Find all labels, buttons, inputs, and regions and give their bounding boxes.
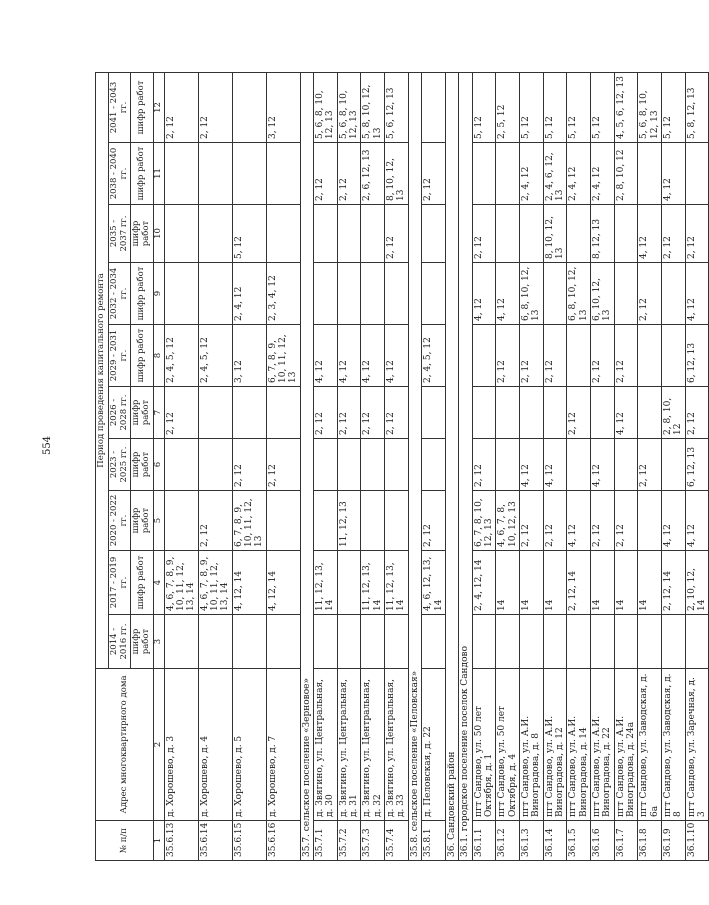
- work-codes-cell: [164, 491, 198, 551]
- row-number: 36.1.8: [638, 821, 662, 861]
- work-codes-cell: [590, 387, 614, 439]
- work-codes-cell: [519, 205, 543, 263]
- work-codes-cell: [337, 551, 361, 615]
- work-codes-cell: 2, 4, 5, 12: [198, 325, 232, 387]
- work-codes-cell: 4, 12: [685, 491, 709, 551]
- column-number: 6: [153, 439, 164, 491]
- work-codes-cell: 4, 6, 7, 8, 9, 10, 11, 12, 13, 14: [164, 551, 198, 615]
- work-codes-cell: 2, 6, 12, 13: [361, 143, 385, 205]
- row-number: 35.6.15: [232, 821, 266, 861]
- work-codes-cell: 2, 12: [385, 205, 409, 263]
- header-period: 2038 - 2040 гг.: [108, 143, 131, 205]
- work-codes-cell: [543, 615, 567, 669]
- header-sub-label: шифр работ: [131, 325, 154, 387]
- work-codes-cell: [164, 263, 198, 325]
- work-codes-cell: 2, 5, 12: [496, 72, 520, 142]
- row-address: пгт Сандово, ул. А.И. Виноградова, д. 8: [519, 669, 543, 821]
- work-codes-cell: 2, 12: [361, 387, 385, 439]
- work-codes-cell: 2, 12: [385, 387, 409, 439]
- work-codes-cell: [266, 387, 300, 439]
- work-codes-cell: 4, 6, 7, 8, 10, 12, 13: [496, 491, 520, 551]
- work-codes-cell: [164, 615, 198, 669]
- work-codes-cell: 2, 12: [472, 439, 496, 491]
- table-row: [361, 72, 385, 860]
- work-codes-cell: 2, 4, 5, 12: [422, 325, 446, 387]
- work-codes-cell: 2, 12: [543, 325, 567, 387]
- section-row: [445, 72, 458, 860]
- work-codes-cell: 4, 12: [590, 439, 614, 491]
- work-codes-cell: 2, 8, 10, 12: [662, 387, 686, 439]
- work-codes-cell: [422, 205, 446, 263]
- work-codes-cell: [385, 439, 409, 491]
- row-number: 36.1.6: [590, 821, 614, 861]
- work-codes-cell: 3, 12: [232, 325, 266, 387]
- row-address: д. Звягино, ул. Центральная, д. 31: [337, 669, 361, 821]
- header-row-column-numbers: [153, 72, 164, 860]
- header-period-group: Период проведения капитального ремонта: [96, 72, 109, 668]
- work-codes-cell: 4, 12: [614, 387, 638, 439]
- column-number: 4: [153, 551, 164, 615]
- work-codes-cell: [164, 205, 198, 263]
- work-codes-cell: 2, 12: [614, 491, 638, 551]
- section-row: [459, 72, 472, 860]
- work-codes-cell: [232, 72, 266, 142]
- work-codes-cell: [266, 615, 300, 669]
- work-codes-cell: 4, 12: [496, 263, 520, 325]
- work-codes-cell: [543, 387, 567, 439]
- work-codes-cell: [422, 615, 446, 669]
- row-address: д. Звягино, ул. Центральная, д. 32: [361, 669, 385, 821]
- row-address: д. Хорошево, д. 4: [198, 669, 232, 821]
- work-codes-cell: [314, 205, 338, 263]
- work-codes-cell: [314, 615, 338, 669]
- work-codes-cell: [519, 615, 543, 669]
- work-codes-cell: [266, 143, 300, 205]
- work-codes-cell: 5, 8, 10, 12, 13: [361, 72, 385, 142]
- section-title: 36.1. городское поселение поселок Сандово: [459, 72, 472, 860]
- work-codes-cell: [422, 439, 446, 491]
- work-codes-cell: 2, 12: [266, 439, 300, 491]
- work-codes-cell: 2, 12: [567, 387, 591, 439]
- rotated-table-container: [95, 73, 708, 861]
- work-codes-cell: 6, 7, 8, 9, 10, 11, 12, 13: [266, 325, 300, 387]
- row-number: 36.1.4: [543, 821, 567, 861]
- row-address: д. Хорошево, д. 7: [266, 669, 300, 821]
- column-number: 1: [153, 821, 164, 861]
- header-sub-label: шифр работ: [131, 439, 154, 491]
- work-codes-cell: [614, 439, 638, 491]
- work-codes-cell: 2, 4, 12, 14: [472, 551, 496, 615]
- table-body: [164, 72, 709, 860]
- header-period: 2020 - 2022 гг.: [108, 491, 131, 551]
- work-codes-cell: [567, 615, 591, 669]
- table-row: [337, 72, 361, 860]
- work-codes-cell: 2, 12: [314, 387, 338, 439]
- table-row: [590, 72, 614, 860]
- work-codes-cell: 4, 12: [385, 325, 409, 387]
- header-sub-label: шифр работ: [131, 205, 154, 263]
- work-codes-cell: [614, 263, 638, 325]
- work-codes-cell: [614, 205, 638, 263]
- work-codes-cell: 2, 12: [472, 205, 496, 263]
- work-codes-cell: 4, 12: [519, 439, 543, 491]
- work-codes-cell: 14: [638, 551, 662, 615]
- work-codes-cell: 2, 8, 10, 12: [614, 143, 638, 205]
- work-codes-cell: [314, 439, 338, 491]
- work-codes-cell: [337, 263, 361, 325]
- work-codes-cell: [337, 205, 361, 263]
- work-codes-cell: [496, 439, 520, 491]
- work-codes-cell: [472, 325, 496, 387]
- work-codes-cell: 5, 12: [519, 72, 543, 142]
- row-address: пгт Сандово, ул. Заречная, д. 3: [685, 669, 709, 821]
- work-codes-cell: 8, 10, 12, 13: [385, 143, 409, 205]
- work-codes-cell: [567, 325, 591, 387]
- work-codes-cell: [685, 615, 709, 669]
- work-codes-cell: [361, 439, 385, 491]
- work-codes-cell: 2, 4, 12: [519, 143, 543, 205]
- work-codes-cell: 3, 12: [266, 72, 300, 142]
- column-number: 2: [153, 669, 164, 821]
- work-codes-cell: [232, 615, 266, 669]
- work-codes-cell: 11, 12, 13, 14: [314, 551, 338, 615]
- work-codes-cell: [496, 615, 520, 669]
- work-codes-cell: 6, 7, 8, 9, 10, 11, 12, 13: [232, 491, 266, 551]
- header-sub-label: шифр работ: [131, 387, 154, 439]
- work-codes-cell: [266, 205, 300, 263]
- work-codes-cell: 4, 12: [685, 263, 709, 325]
- section-title: 35.8. сельское поселение «Пеловская»: [408, 72, 421, 860]
- work-codes-cell: 8, 10, 12, 13: [543, 205, 567, 263]
- work-codes-cell: 4, 12, 14: [232, 551, 266, 615]
- work-codes-cell: 14: [614, 551, 638, 615]
- work-codes-cell: [198, 143, 232, 205]
- header-sub-label: шифр работ: [131, 263, 154, 325]
- work-codes-cell: [198, 615, 232, 669]
- row-address: д. Хорошево, д. 3: [164, 669, 198, 821]
- table-row: [662, 72, 686, 860]
- work-codes-cell: 5, 6, 8, 10, 12, 13: [638, 72, 662, 142]
- work-codes-cell: 2, 12: [337, 387, 361, 439]
- work-codes-cell: [496, 143, 520, 205]
- work-codes-cell: [337, 615, 361, 669]
- work-codes-cell: 14: [590, 551, 614, 615]
- work-codes-cell: 6, 8, 10, 12, 13: [567, 263, 591, 325]
- work-codes-cell: 2, 12: [614, 325, 638, 387]
- row-number: 35.7.1: [314, 821, 338, 861]
- work-codes-cell: [198, 439, 232, 491]
- section-row: [408, 72, 421, 860]
- work-codes-cell: 2, 12: [164, 72, 198, 142]
- work-codes-cell: 2, 12: [496, 325, 520, 387]
- work-codes-cell: [472, 143, 496, 205]
- header-period: 2035 - 2037 гг.: [108, 205, 131, 263]
- table-row: [472, 72, 496, 860]
- row-number: 35.7.4: [385, 821, 409, 861]
- work-codes-cell: 2, 12: [314, 143, 338, 205]
- work-codes-cell: [496, 387, 520, 439]
- row-address: д. Звягино, ул. Центральная, д. 33: [385, 669, 409, 821]
- work-codes-cell: [385, 491, 409, 551]
- work-codes-cell: 5, 6, 12, 13: [385, 72, 409, 142]
- row-number: 35.8.1: [422, 821, 446, 861]
- work-codes-cell: [638, 491, 662, 551]
- work-codes-cell: 2, 12: [590, 325, 614, 387]
- page-number: 554: [42, 435, 54, 456]
- table-row: [422, 72, 446, 860]
- header-address: Адрес многоквартирного дома: [96, 669, 154, 821]
- work-codes-cell: [662, 439, 686, 491]
- work-codes-cell: 4, 6, 12, 13, 14: [422, 551, 446, 615]
- column-number: 3: [153, 615, 164, 669]
- row-address: д. Звягино, ул. Центральная, д. 30: [314, 669, 338, 821]
- work-codes-cell: [198, 387, 232, 439]
- work-codes-cell: 2, 4, 12: [567, 143, 591, 205]
- work-codes-cell: 2, 12: [685, 205, 709, 263]
- header-period: 2023 - 2025 гг.: [108, 439, 131, 491]
- table-row: [198, 72, 232, 860]
- row-number: 35.7.3: [361, 821, 385, 861]
- row-address: пгт Сандово, ул. 50 лет Октября, д. 4: [496, 669, 520, 821]
- header-period: 2017 - 2019 гг.: [108, 551, 131, 615]
- header-period: 2029 - 2031 гг.: [108, 325, 131, 387]
- work-codes-cell: 2, 12: [590, 491, 614, 551]
- work-codes-cell: [361, 263, 385, 325]
- work-codes-cell: [519, 387, 543, 439]
- work-codes-cell: 4, 12: [567, 491, 591, 551]
- row-address: пгт Сандово, ул. А.И. Виноградова, д. 24а: [614, 669, 638, 821]
- work-codes-cell: 2, 12: [519, 325, 543, 387]
- row-address: пгт Сандово, ул. А.И. Виноградова, д. 22: [590, 669, 614, 821]
- capital-repair-schedule-table: [95, 72, 709, 861]
- work-codes-cell: 2, 12: [422, 491, 446, 551]
- work-codes-cell: [638, 387, 662, 439]
- work-codes-cell: [232, 387, 266, 439]
- header-num: № п/п: [96, 821, 154, 861]
- work-codes-cell: 2, 3, 4, 12: [266, 263, 300, 325]
- work-codes-cell: [614, 615, 638, 669]
- work-codes-cell: [361, 615, 385, 669]
- column-number: 7: [153, 387, 164, 439]
- work-codes-cell: 2, 12: [164, 387, 198, 439]
- section-title: 36. Сандовский район: [445, 72, 458, 860]
- work-codes-cell: 2, 12: [543, 491, 567, 551]
- work-codes-cell: [422, 72, 446, 142]
- header-sub-label: шифр работ: [131, 72, 154, 142]
- column-number: 12: [153, 72, 164, 142]
- work-codes-cell: 2, 12: [198, 72, 232, 142]
- work-codes-cell: 4, 12: [472, 263, 496, 325]
- table-row: [519, 72, 543, 860]
- header-period: 2032 - 2034 гг.: [108, 263, 131, 325]
- work-codes-cell: 5, 12: [232, 205, 266, 263]
- table-row: [638, 72, 662, 860]
- work-codes-cell: 4, 12: [662, 143, 686, 205]
- work-codes-cell: 5, 8, 12, 13: [685, 72, 709, 142]
- header-sub-label: шифр работ: [131, 615, 154, 669]
- work-codes-cell: 2, 12: [422, 143, 446, 205]
- work-codes-cell: 2, 12: [662, 205, 686, 263]
- row-number: 36.1.5: [567, 821, 591, 861]
- work-codes-cell: [685, 143, 709, 205]
- table-row: [614, 72, 638, 860]
- work-codes-cell: 5, 6, 8, 10, 12, 13: [314, 72, 338, 142]
- header-period: 2041 - 2043 гг.: [108, 72, 131, 142]
- table-row: [164, 72, 198, 860]
- work-codes-cell: [662, 325, 686, 387]
- header-sub-label: шифр работ: [131, 143, 154, 205]
- work-codes-cell: 11, 12, 13, 14: [361, 551, 385, 615]
- row-number: 36.1.3: [519, 821, 543, 861]
- header-sub-label: шифр работ: [131, 551, 154, 615]
- work-codes-cell: [567, 205, 591, 263]
- work-codes-cell: 2, 4, 6, 12, 13: [543, 143, 567, 205]
- work-codes-cell: [662, 615, 686, 669]
- work-codes-cell: 6, 12, 13: [685, 325, 709, 387]
- work-codes-cell: 4, 12: [638, 205, 662, 263]
- table-row: [496, 72, 520, 860]
- work-codes-cell: [590, 615, 614, 669]
- section-title: 35.7. сельское поселение «Зерновое»: [300, 72, 313, 860]
- work-codes-cell: 4, 12, 14: [266, 551, 300, 615]
- row-address: д. Пеловская, д. 22: [422, 669, 446, 821]
- column-number: 11: [153, 143, 164, 205]
- header-period: 2014 - 2016 гг.: [108, 615, 131, 669]
- work-codes-cell: 2, 4, 12: [232, 263, 266, 325]
- work-codes-cell: [422, 387, 446, 439]
- work-codes-cell: 6, 12, 13: [685, 439, 709, 491]
- work-codes-cell: 2, 12: [232, 439, 266, 491]
- table-header: [96, 72, 165, 860]
- table-row: [567, 72, 591, 860]
- work-codes-cell: 2, 12: [638, 439, 662, 491]
- work-codes-cell: 2, 12: [198, 491, 232, 551]
- row-number: 35.6.13: [164, 821, 198, 861]
- work-codes-cell: [198, 205, 232, 263]
- work-codes-cell: 6, 8, 10, 12, 13: [519, 263, 543, 325]
- work-codes-cell: [198, 263, 232, 325]
- work-codes-cell: 5, 6, 8, 10, 12, 13: [337, 72, 361, 142]
- work-codes-cell: 4, 5, 6, 12, 13: [614, 72, 638, 142]
- work-codes-cell: 11, 12, 13: [337, 491, 361, 551]
- work-codes-cell: [232, 143, 266, 205]
- work-codes-cell: 2, 12: [519, 491, 543, 551]
- table-viewport: [95, 73, 708, 861]
- work-codes-cell: [496, 205, 520, 263]
- table-row: [266, 72, 300, 860]
- work-codes-cell: [266, 491, 300, 551]
- work-codes-cell: 2, 12, 14: [567, 551, 591, 615]
- column-number: 9: [153, 263, 164, 325]
- work-codes-cell: [567, 439, 591, 491]
- row-address: пгт Сандово, ул. Заводская, д. 6а: [638, 669, 662, 821]
- row-number: 36.1.10: [685, 821, 709, 861]
- work-codes-cell: 5, 12: [543, 72, 567, 142]
- work-codes-cell: 5, 12: [567, 72, 591, 142]
- row-address: пгт Сандово, ул. Заводская, д. 8: [662, 669, 686, 821]
- row-number: 35.6.14: [198, 821, 232, 861]
- row-address: пгт Сандово, ул. А.И. Виноградова, д. 12: [543, 669, 567, 821]
- work-codes-cell: [422, 263, 446, 325]
- work-codes-cell: [472, 615, 496, 669]
- table-row: [314, 72, 338, 860]
- table-row: [385, 72, 409, 860]
- section-row: [300, 72, 313, 860]
- work-codes-cell: 4, 6, 7, 8, 9, 10, 11, 12, 13, 14: [198, 551, 232, 615]
- work-codes-cell: [164, 143, 198, 205]
- work-codes-cell: 2, 12, 14: [662, 551, 686, 615]
- column-number: 5: [153, 491, 164, 551]
- work-codes-cell: [385, 615, 409, 669]
- work-codes-cell: [638, 325, 662, 387]
- work-codes-cell: 2, 4, 5, 12: [164, 325, 198, 387]
- work-codes-cell: [361, 491, 385, 551]
- work-codes-cell: 14: [543, 551, 567, 615]
- header-period: 2026 - 2028 гг.: [108, 387, 131, 439]
- row-number: 36.1.7: [614, 821, 638, 861]
- row-address: д. Хорошево, д. 5: [232, 669, 266, 821]
- work-codes-cell: 6, 7, 8, 10, 12, 13: [472, 491, 496, 551]
- header-sub-label: шифр работ: [131, 491, 154, 551]
- row-number: 36.1.1: [472, 821, 496, 861]
- work-codes-cell: [314, 491, 338, 551]
- table-row: [685, 72, 709, 860]
- work-codes-cell: [314, 263, 338, 325]
- column-number: 8: [153, 325, 164, 387]
- work-codes-cell: 2, 12: [337, 143, 361, 205]
- row-address: пгт Сандово, ул. А.И. Виноградова, д. 14: [567, 669, 591, 821]
- work-codes-cell: 2, 4, 12: [590, 143, 614, 205]
- column-number: 10: [153, 205, 164, 263]
- work-codes-cell: [361, 205, 385, 263]
- work-codes-cell: [638, 615, 662, 669]
- work-codes-cell: 4, 12: [314, 325, 338, 387]
- work-codes-cell: 4, 12: [662, 491, 686, 551]
- work-codes-cell: [662, 263, 686, 325]
- work-codes-cell: 2, 10, 12, 14: [685, 551, 709, 615]
- work-codes-cell: 4, 12: [337, 325, 361, 387]
- work-codes-cell: [337, 439, 361, 491]
- row-number: 36.1.9: [662, 821, 686, 861]
- work-codes-cell: [385, 263, 409, 325]
- work-codes-cell: [543, 263, 567, 325]
- row-number: 35.6.16: [266, 821, 300, 861]
- table-row: [543, 72, 567, 860]
- work-codes-cell: 8, 12, 13: [590, 205, 614, 263]
- work-codes-cell: 11, 12, 13, 14: [385, 551, 409, 615]
- row-number: 36.1.2: [496, 821, 520, 861]
- row-number: 35.7.2: [337, 821, 361, 861]
- work-codes-cell: [472, 387, 496, 439]
- work-codes-cell: 5, 12: [662, 72, 686, 142]
- work-codes-cell: 4, 12: [543, 439, 567, 491]
- work-codes-cell: [164, 439, 198, 491]
- work-codes-cell: 14: [519, 551, 543, 615]
- work-codes-cell: 5, 12: [472, 72, 496, 142]
- header-row-main: [96, 72, 109, 860]
- work-codes-cell: [638, 143, 662, 205]
- work-codes-cell: 2, 12: [638, 263, 662, 325]
- table-row: [232, 72, 266, 860]
- work-codes-cell: 2, 12: [685, 387, 709, 439]
- work-codes-cell: 4, 12: [361, 325, 385, 387]
- work-codes-cell: 5, 12: [590, 72, 614, 142]
- row-address: пгт Сандово, ул. 50 лет Октября, д. 1: [472, 669, 496, 821]
- work-codes-cell: 14: [496, 551, 520, 615]
- work-codes-cell: 6, 10, 12, 13: [590, 263, 614, 325]
